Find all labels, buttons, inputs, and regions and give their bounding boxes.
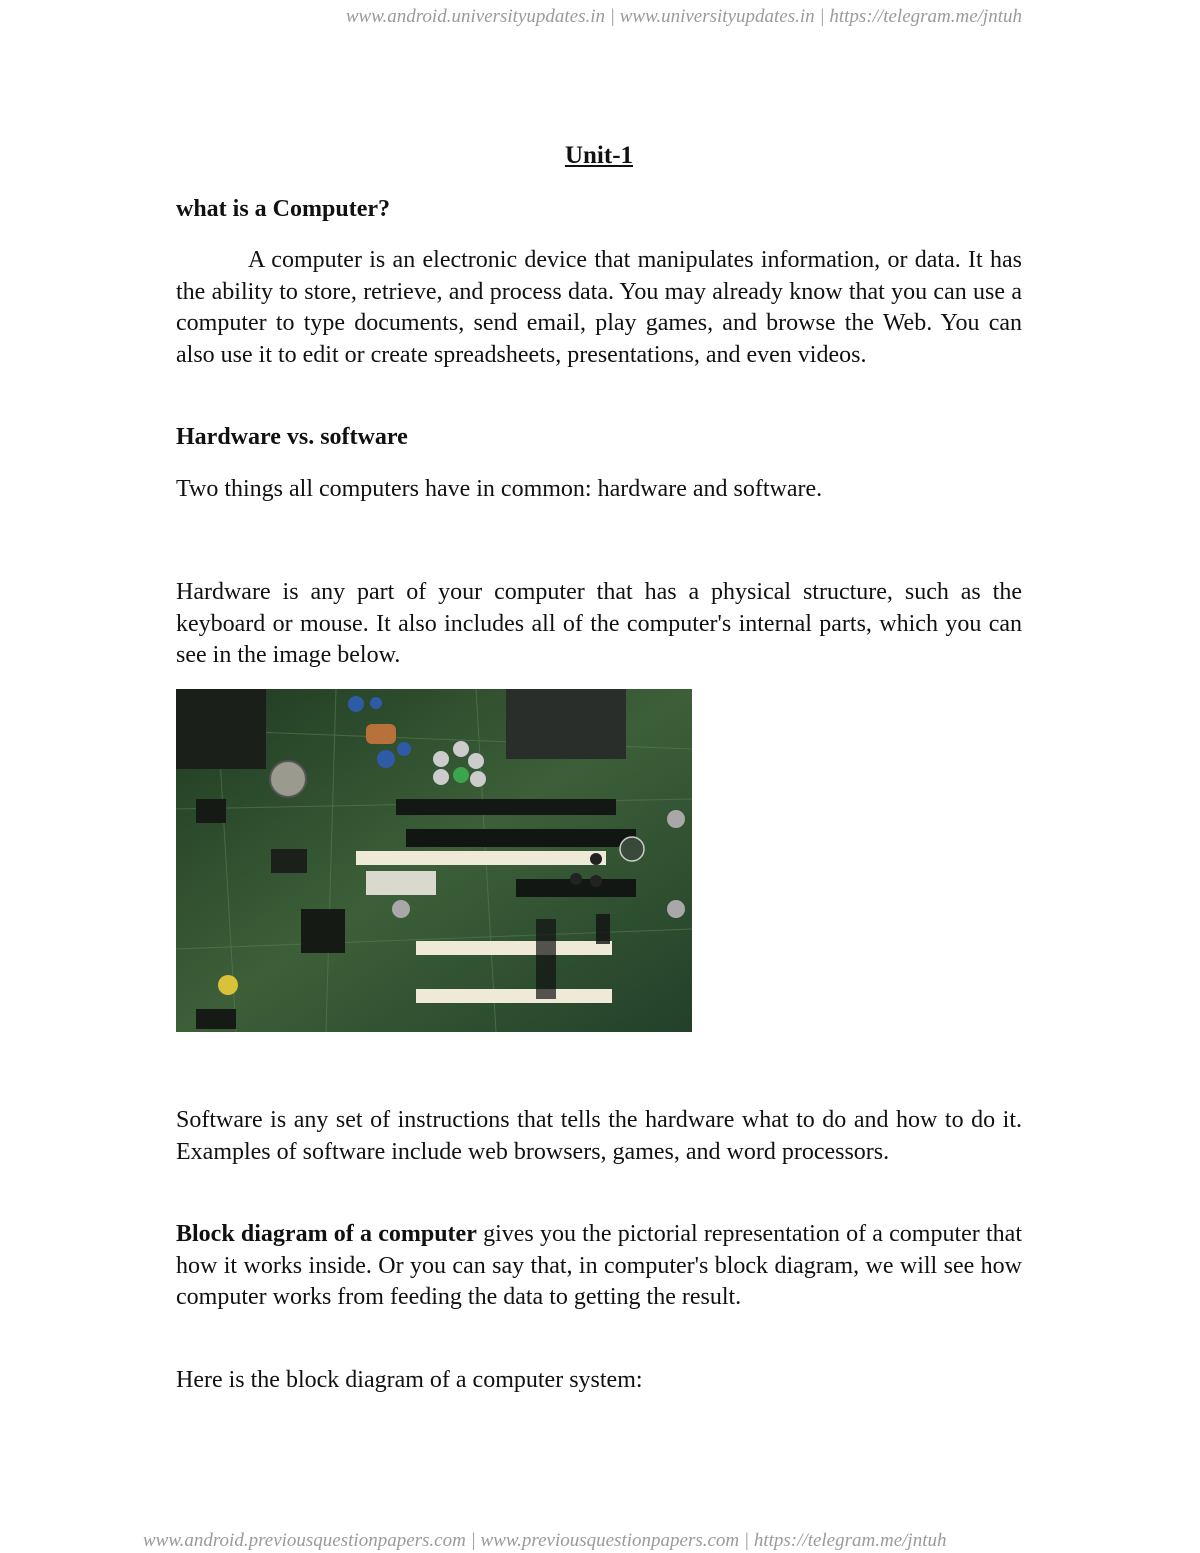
heading-what-is-computer: what is a Computer? [176,196,390,222]
watermark-bottom-text: www.android.previousquestionpapers.com | www.previousquestionpapers.com | https://telegram.me/jntuh [143,1530,947,1551]
motherboard-illustration [176,689,692,1032]
paragraph-hardware: Hardware is any part of your computer that has a physical structure, such as the keyboard or mouse. It also includes all of the computer's internal parts, which you can see in the image below. [176,579,1022,668]
paragraph-block-diagram-closing: Here is the block diagram of a computer system: [176,1367,643,1393]
unit-title-text: Unit-1 [564,142,634,169]
block-diagram-text: gives you the pictorial representation of a computer that how it works inside. Or you can say that, in computer's block diagram, we will see how computer works from feeding the data to getting the result. [176,1221,1023,1310]
heading-hardware-vs-software: Hardware vs. software [176,424,408,450]
unit-title [176,142,1022,170]
paragraph-software: Software is any set of instructions that tells the hardware what to do and how to do it. Examples of software include web browsers, games, and word processors. [176,1107,1022,1165]
block-diagram-bold-lead: Block diagram of a computer [176,1221,477,1247]
watermark-top-text: www.android.universityupdates.in | www.universityupdates.in | https://telegram.me/jntuh [345,6,1022,27]
paragraph-computer-definition: A computer is an electronic device that manipulates information, or data. It has the ability to store, retrieve, and process data. You may already know that you can use a computer to type documents, send email, play games, and browse the Web. You can also use it to edit or create spreadsheets, presentations, and even videos. [176,247,1022,368]
paragraph-block-diagram [176,1219,1022,1314]
paragraph-hardware-software-intro: Two things all computers have in common: hardware and software. [176,476,823,502]
motherboard-image [176,689,692,1032]
